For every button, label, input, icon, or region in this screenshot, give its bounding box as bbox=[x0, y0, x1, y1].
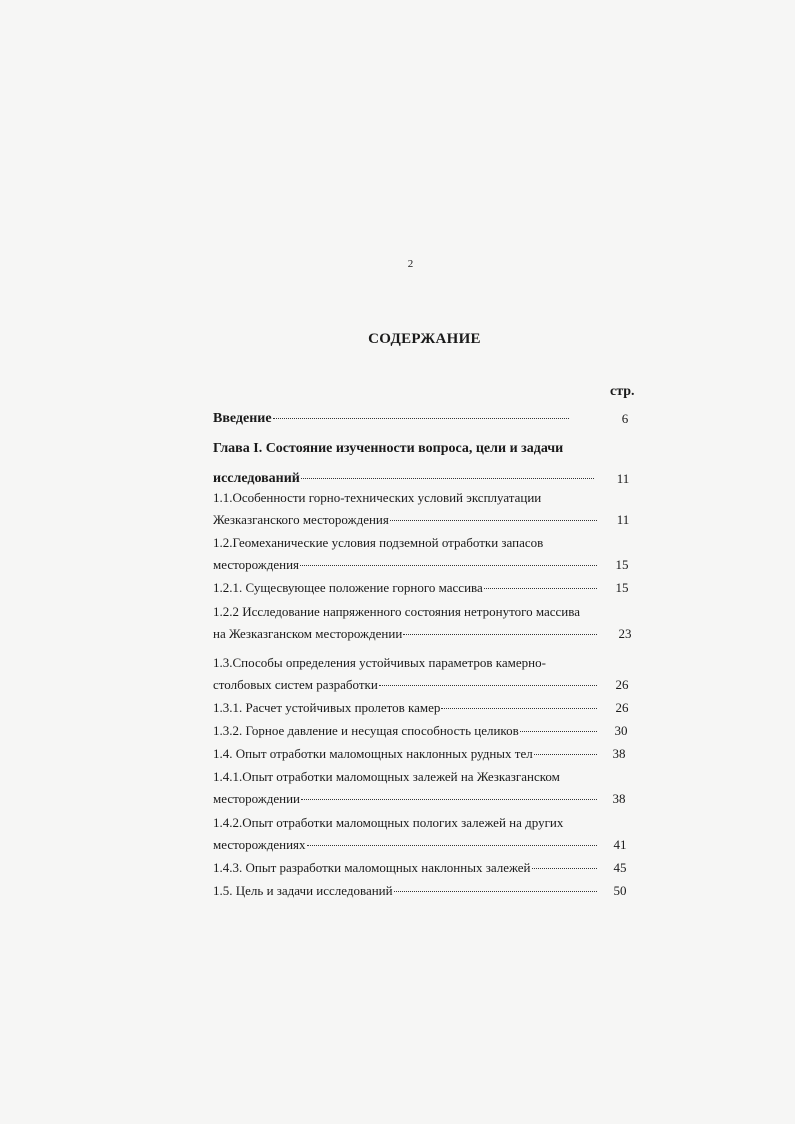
toc-entry-text: исследований bbox=[213, 471, 300, 486]
toc-page-number: 38 bbox=[612, 746, 626, 761]
toc-entry bbox=[213, 743, 633, 765]
page-column-header: стр. bbox=[610, 384, 635, 399]
toc-entry-text: Введение bbox=[213, 411, 272, 426]
toc-title: СОДЕРЖАНИЕ bbox=[368, 331, 481, 347]
dot-leader bbox=[532, 868, 597, 869]
toc-entry-text: месторождении bbox=[213, 791, 301, 806]
toc-entry-text: 1.4.2.Опыт отработки маломощных пологих залежей на других bbox=[213, 815, 564, 830]
toc-entry bbox=[213, 697, 633, 719]
dot-leader bbox=[300, 565, 597, 566]
toc-entry bbox=[213, 434, 633, 494]
dot-leader bbox=[484, 588, 597, 589]
toc-entry-text: Глава I. Состояние изученности вопроса, цели и задачи bbox=[213, 441, 564, 456]
dot-leader bbox=[301, 478, 594, 479]
toc-entry-text: 1.3.Способы определения устойчивых параметров камерно- bbox=[213, 655, 546, 670]
toc-entry-text: месторождениях bbox=[213, 837, 306, 852]
toc-page-number: 26 bbox=[615, 700, 629, 715]
dot-leader bbox=[379, 685, 597, 686]
toc-page-number: 41 bbox=[613, 837, 627, 852]
toc-entry bbox=[213, 601, 633, 645]
toc-entry-text: 1.3.1. Расчет устойчивых пролетов камер bbox=[213, 700, 441, 715]
toc-entry-text: 1.4.3. Опыт разработки маломощных наклонных залежей bbox=[213, 860, 531, 875]
toc-page-number: 30 bbox=[614, 723, 628, 738]
toc-entry bbox=[213, 720, 633, 742]
toc-entry bbox=[213, 408, 633, 430]
toc-page-number: 50 bbox=[613, 883, 627, 898]
toc-page-number: 38 bbox=[612, 791, 626, 806]
dot-leader bbox=[273, 418, 569, 419]
toc-entry-text: на Жезказганском месторождении bbox=[213, 626, 403, 641]
dot-leader bbox=[441, 708, 597, 709]
toc-entry bbox=[213, 652, 633, 696]
page-number: 2 bbox=[407, 258, 414, 270]
dot-leader bbox=[394, 891, 597, 892]
toc-entry-text: 1.2.2 Исследование напряженного состояния нетронутого массива bbox=[213, 604, 580, 619]
dot-leader bbox=[403, 634, 597, 635]
dot-leader bbox=[534, 754, 597, 755]
toc-entry bbox=[213, 857, 633, 879]
toc-entry-text: 1.5. Цель и задачи исследований bbox=[213, 883, 393, 898]
toc-entry bbox=[213, 532, 633, 576]
toc-entry bbox=[213, 487, 633, 531]
toc-entry-text: 1.1.Особенности горно-технических условий эксплуатации bbox=[213, 490, 542, 505]
toc-page-number: 6 bbox=[621, 411, 629, 426]
toc-entry bbox=[213, 766, 633, 810]
toc-entry bbox=[213, 880, 633, 902]
toc-entry-text: 1.4. Опыт отработки маломощных наклонных рудных тел bbox=[213, 746, 533, 761]
toc-page-number: 26 bbox=[615, 677, 629, 692]
toc-entry-text: столбовых систем разработки bbox=[213, 677, 378, 692]
toc-page-number: 45 bbox=[613, 860, 627, 875]
toc-entry bbox=[213, 577, 633, 599]
toc-entry-text: 1.2.Геомеханические условия подземной отработки запасов bbox=[213, 535, 544, 550]
dot-leader bbox=[301, 799, 597, 800]
toc-page-number: 11 bbox=[616, 471, 630, 486]
toc-entry-text: 1.3.2. Горное давление и несущая способность целиков bbox=[213, 723, 519, 738]
toc-page-number: 15 bbox=[615, 557, 629, 572]
dot-leader bbox=[520, 731, 597, 732]
toc-page-number: 11 bbox=[616, 512, 630, 527]
toc-entry-text: месторождения bbox=[213, 557, 300, 572]
toc-entry-text: 1.4.1.Опыт отработки маломощных залежей на Жезказганском bbox=[213, 769, 560, 784]
toc-page-number: 23 bbox=[618, 626, 632, 641]
dot-leader bbox=[390, 520, 597, 521]
toc-entry bbox=[213, 812, 633, 856]
toc-entry-text: Жезказганского месторождения bbox=[213, 512, 389, 527]
toc-entry-text: 1.2.1. Сущесвующее положение горного массива bbox=[213, 580, 483, 595]
dot-leader bbox=[307, 845, 597, 846]
toc-page-number: 15 bbox=[615, 580, 629, 595]
